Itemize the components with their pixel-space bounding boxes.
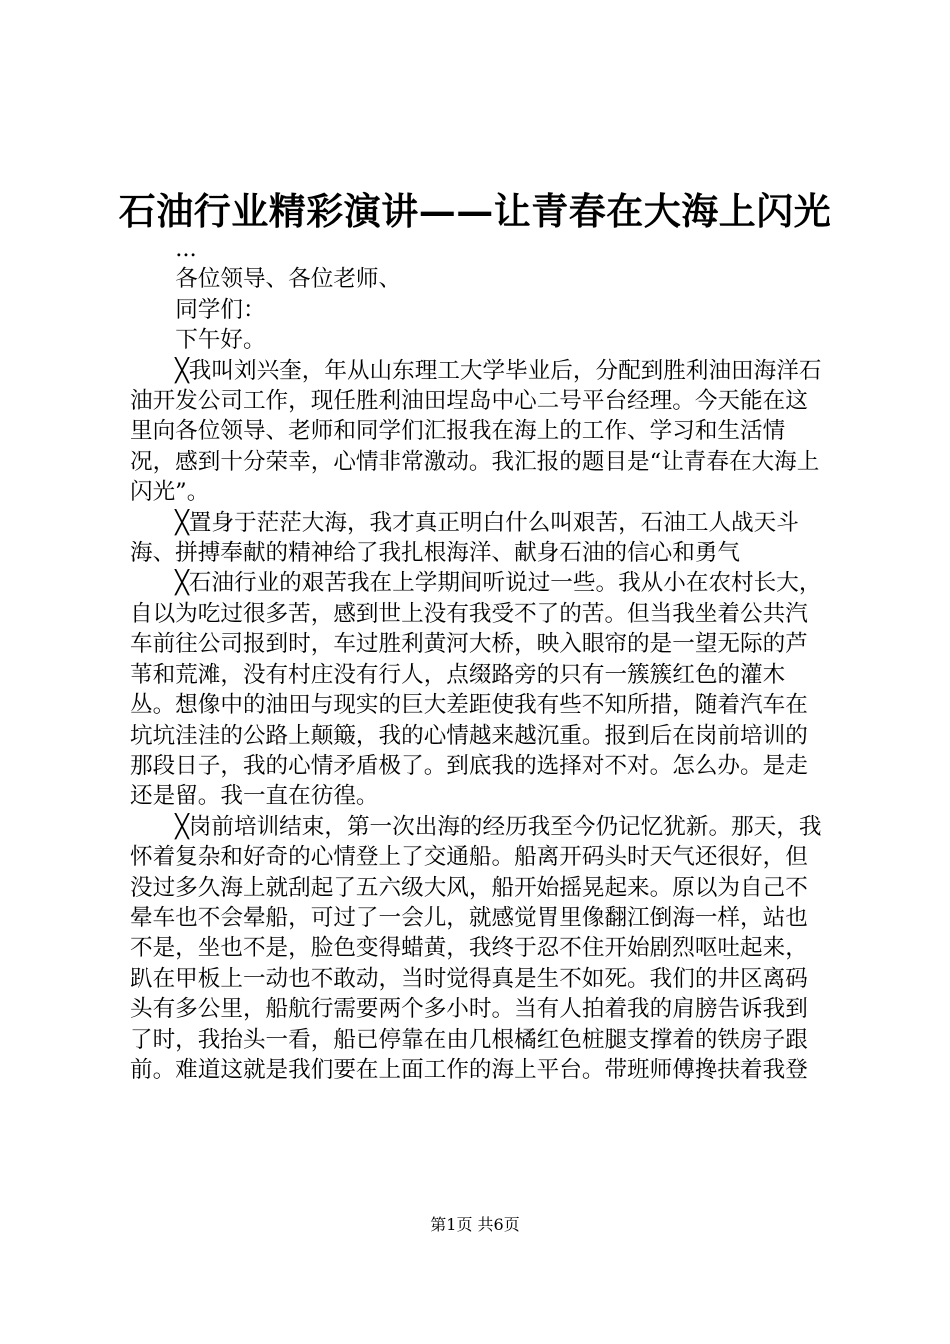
greeting-line: 下午好。	[175, 327, 266, 354]
salutation-line-2: 同学们：	[175, 296, 266, 323]
document-title: 石油行业精彩演讲——让青春在大海上闪光	[118, 189, 832, 233]
ellipsis-line: ...	[175, 236, 197, 262]
salutation-line-1: 各位领导、各位老师、	[175, 266, 402, 293]
paragraph-hardship: ╳置身于茫茫大海，我才真正明白什么叫艰苦，石油工人战天斗海、拼搏奉献的精神给了我扎根海洋、献身石油的信心和勇气	[130, 509, 799, 567]
paragraph-arrival: ╳石油行业的艰苦我在上学期间听说过一些。我从小在农村长大，自以为吃过很多苦，感到世上没有我受不了的苦。但当我坐着公共汽车前往公司报到时，车过胜利黄河大桥，映入眼帘的是一望无际的芦苇和荒滩，没有村庄没有行人，点缀路旁的只有一簇簇红色的灌木丛。想像中的油田与现实的巨大差距使我有些不知所措，随着汽车在坑坑洼洼的公路上颠簸，我的心情越来越沉重。报到后在岗前培训的那段日子，我的心情矛盾极了。到底我的选择对不对。怎么办。是走还是留。我一直在彷徨。	[130, 570, 822, 810]
paragraph-first-voyage: ╳岗前培训结束，第一次出海的经历我至今仍记忆犹新。那天，我怀着复杂和好奇的心情登上了交通船。船离开码头时天气还很好，但没过多久海上就刮起了五六级大风，船开始摇晃起来。原以为自己不晕车也不会晕船，可过了一会儿，就感觉胃里像翻江倒海一样，站也不是，坐也不是，脸色变得蜡黄，我终于忍不住开始剧烈呕吐起来，趴在甲板上一动也不敢动，当时觉得真是生不如死。我们的井区离码头有多公里，船航行需要两个多小时。当有人拍着我的肩膀告诉我到了时，我抬头一看，船已停靠在由几根橘红色桩腿支撑着的铁房子跟前。难道这就是我们要在上面工作的海上平台。带班师傅搀扶着我登	[130, 813, 822, 1083]
document-body	[130, 234, 830, 1085]
page-footer: 第1页 共6页	[430, 1215, 520, 1234]
paragraph-introduction: ╳我叫刘兴奎，年从山东理工大学毕业后，分配到胜利油田海洋石油开发公司工作，现任胜利油田埕岛中心二号平台经理。今天能在这里向各位领导、老师和同学们汇报我在海上的工作、学习和生活情况，感到十分荣幸，心情非常激动。我汇报的题目是“让青春在大海上闪光”。	[130, 357, 822, 506]
